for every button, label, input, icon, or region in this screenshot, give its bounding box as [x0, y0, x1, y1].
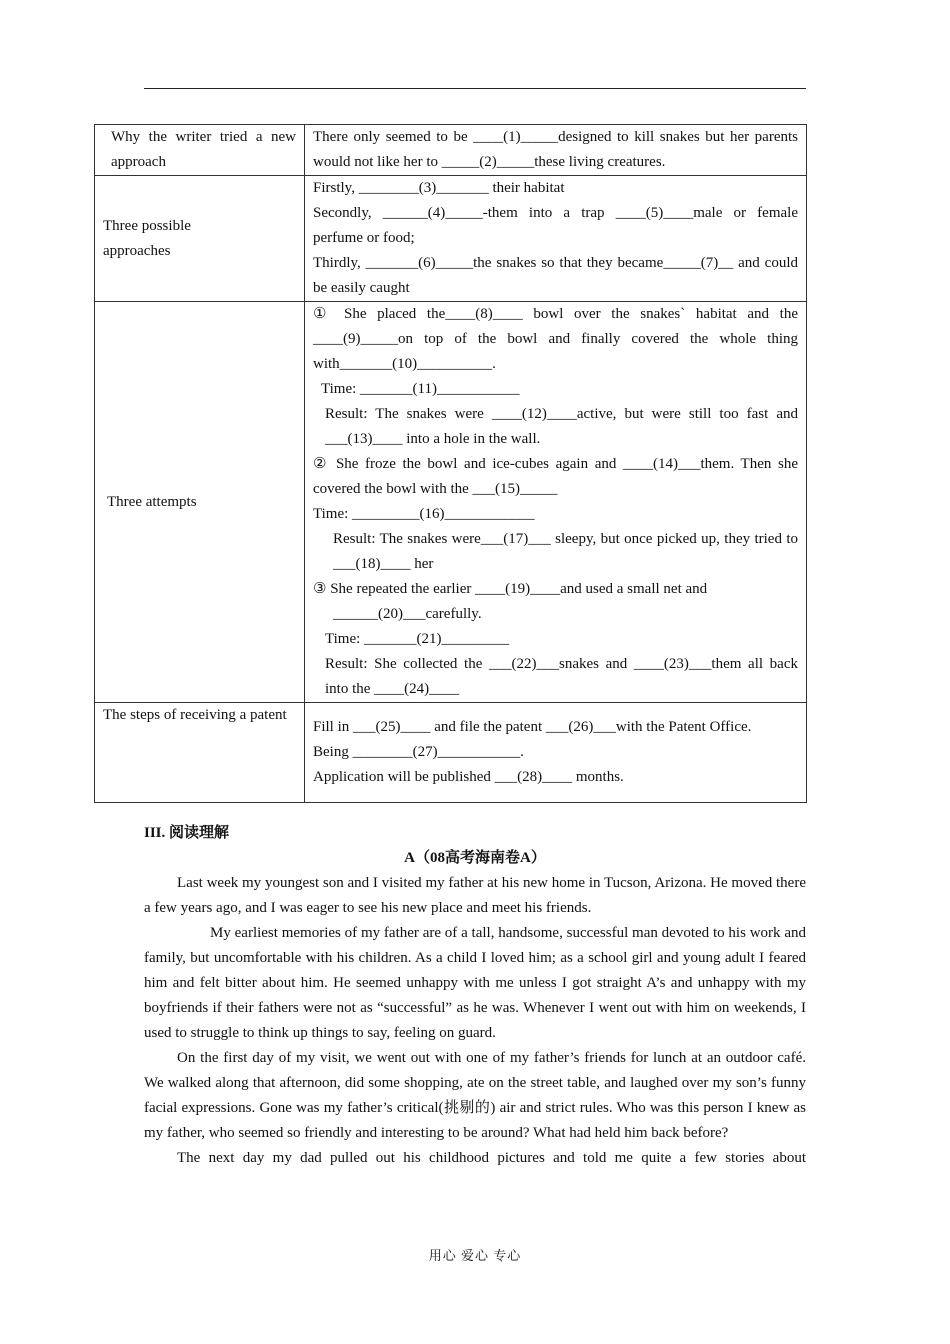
row-label-text: The steps of receiving a patent [103, 707, 287, 723]
content-line: Thirdly, _______(6)_____the snakes so that they became_____(7)__ and could be easily caught [313, 255, 798, 296]
row-content [305, 302, 807, 703]
page-footer: 用心 爱心 专心 [428, 1248, 522, 1263]
table-row [95, 176, 807, 302]
row-content [305, 176, 807, 302]
content-line: Time: _________(16)____________ [313, 506, 535, 522]
content-line: ______(20)___carefully. [333, 606, 482, 622]
passage-paragraph: Last week my youngest son and I visited my father at his new home in Tucson, Arizona. He moved there a few years ago, and I was eager to see his new place and meet his friends. [144, 875, 806, 916]
passage-title: A（08高考海南卷A） [404, 850, 546, 866]
cloze-table [94, 124, 807, 803]
header-rule [144, 88, 806, 89]
table-row [95, 703, 807, 803]
content-line: Time: _______(21)_________ [325, 631, 510, 647]
content-line: Result: She collected the ___(22)___snakes and ____(23)___them all back into the ____(24)____ [325, 656, 798, 697]
content-line: Result: The snakes were___(17)___ sleepy, but once picked up, they tried to ___(18)____ her [333, 531, 798, 572]
content-line: Time: _______(11)___________ [321, 381, 520, 397]
content-line: Fill in ___(25)____ and file the patent ___(26)___with the Patent Office. [313, 719, 752, 735]
content-line: Application will be published ___(28)____ months. [313, 769, 624, 785]
row-label [95, 125, 305, 176]
row-content [305, 703, 807, 803]
row-label [95, 302, 305, 703]
table-row [95, 302, 807, 703]
table-row [95, 125, 807, 176]
content-line: Firstly, ________(3)_______ their habitat [313, 180, 565, 196]
content-line: Secondly, ______(4)_____-them into a trap ____(5)____male or female perfume or food; [313, 205, 798, 246]
row-label-text: Why the writer tried a new approach [111, 129, 296, 170]
passage-paragraph: The next day my dad pulled out his childhood pictures and told me quite a few stories about [177, 1150, 806, 1166]
row-content [305, 125, 807, 176]
row-label-text: Three possible approaches [103, 217, 191, 259]
content-line: Being ________(27)___________. [313, 744, 524, 760]
row-label [95, 176, 305, 302]
reading-passage [144, 871, 806, 1171]
passage-paragraph: My earliest memories of my father are of a tall, handsome, successful man devoted to his work and family, but uncomfortable with his children. As a child I loved him; as a school girl and young adult I feared him and felt bitter about him. He seemed unhappy with me unless I got straight A’s and unhappy with my boyfriends if their fathers were not as “successful” as he was. Whenever I went out with him on weekends, I used to struggle to think up things to say, feeling on guard. [144, 925, 806, 1041]
content-line: ② She froze the bowl and ice-cubes again and ____(14)___them. Then she covered the bowl with the ___(15)_____ [313, 456, 798, 497]
row-label [95, 703, 305, 803]
content-line: ① She placed the____(8)____ bowl over the snakes` habitat and the ____(9)_____on top of the bowl and finally covered the whole thing with_______(10)__________. [313, 306, 798, 372]
section-heading: III. 阅读理解 [144, 825, 230, 841]
passage-paragraph: On the first day of my visit, we went out with one of my father’s friends for lunch at an outdoor café. We walked along that afternoon, did some shopping, ate on the street table, and laughed over my son’s funny facial expressions. Gone was my father’s critical(挑剔的) air and strict rules. Who was this person I knew as my father, who seemed so friendly and interesting to be around? What had held him back before? [144, 1050, 806, 1141]
row-label-text: Three attempts [107, 493, 197, 510]
content-line: Result: The snakes were ____(12)____active, but were still too fast and ___(13)____ into a hole in the wall. [325, 406, 798, 447]
content-line: There only seemed to be ____(1)_____designed to kill snakes but her parents would not like her to _____(2)_____these living creatures. [313, 129, 798, 170]
content-line: ③ She repeated the earlier ____(19)____and used a small net and [313, 581, 708, 597]
